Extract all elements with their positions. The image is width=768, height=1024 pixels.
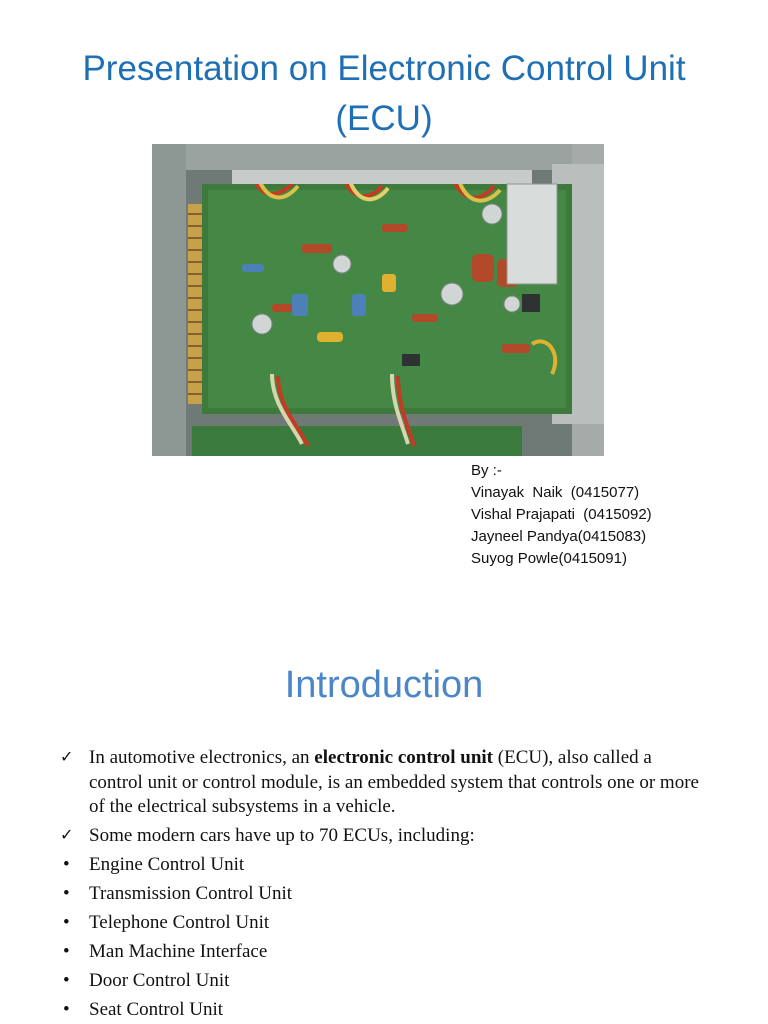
list-item — [60, 824, 710, 849]
bullet-icon: • — [63, 970, 70, 991]
slide-title: Presentation on Electronic Control Unit (ECU) — [82, 49, 686, 138]
list-item — [60, 998, 710, 1023]
list-item-text: Engine Control Unit — [89, 854, 245, 875]
slide-title: Introduction — [284, 664, 484, 706]
list-item-text: Telephone Control Unit — [89, 912, 270, 933]
ecu-circuit-board-photo — [152, 144, 604, 456]
list-item-text: Man Machine Interface — [89, 941, 268, 962]
content-list — [60, 746, 710, 1023]
author-name: Vishal Prajapati (0415092) — [471, 506, 652, 523]
bullet-icon: • — [63, 999, 70, 1020]
author-name: Vinayak Naik (0415077) — [471, 484, 640, 501]
checkmark-icon: ✓ — [60, 749, 74, 766]
list-item-text: Transmission Control Unit — [89, 883, 293, 904]
author-name: Jayneel Pandya(0415083) — [471, 528, 647, 545]
introduction-slide — [0, 640, 768, 1024]
authors-block — [471, 460, 652, 570]
list-item — [60, 746, 710, 820]
authors-by-label: By :- — [471, 462, 502, 479]
list-item-text: In automotive electronics, an electronic control unit (ECU), also called a control unit or control module, is an embedded system that controls one or more of the electrical subsystems in a vehicle. — [89, 747, 699, 817]
list-item-text: Door Control Unit — [89, 970, 230, 991]
list-item — [60, 911, 710, 936]
list-item — [60, 969, 710, 994]
bullet-icon: • — [63, 941, 70, 962]
ecu-board-illustration — [152, 144, 604, 456]
bullet-icon: • — [63, 912, 70, 933]
bold-term: electronic control unit — [314, 747, 494, 768]
list-item — [60, 940, 710, 965]
bullet-icon: • — [63, 883, 70, 904]
list-item-text: Some modern cars have up to 70 ECUs, including: — [89, 825, 475, 846]
list-item-text: Seat Control Unit — [89, 999, 224, 1020]
bullet-icon: • — [63, 854, 70, 875]
author-name: Suyog Powle(0415091) — [471, 550, 627, 567]
list-item — [60, 853, 710, 878]
list-item — [60, 882, 710, 907]
checkmark-icon: ✓ — [60, 827, 74, 844]
